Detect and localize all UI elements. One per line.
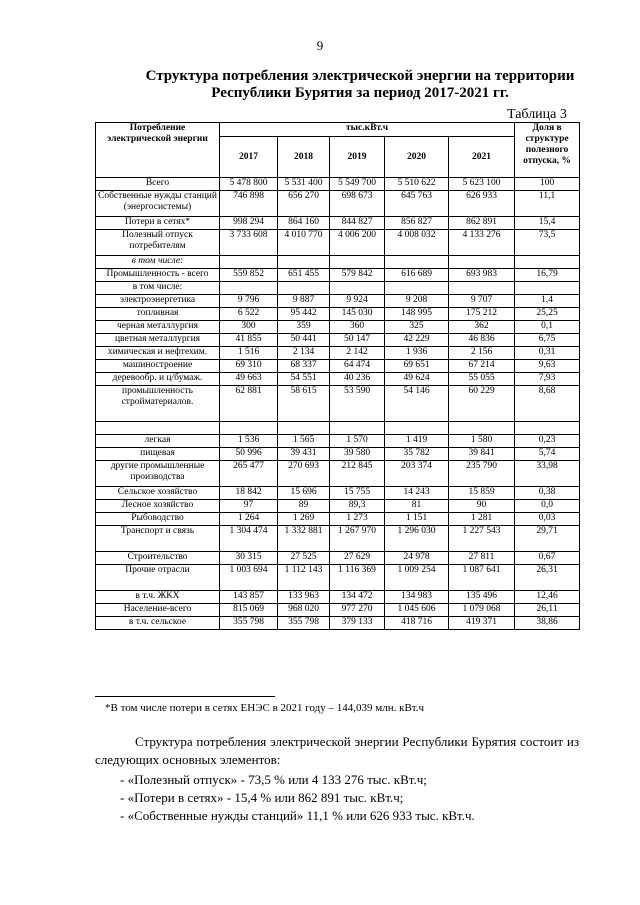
cell-share: 0,31	[515, 347, 580, 360]
table-row	[96, 487, 580, 500]
cell-share	[515, 282, 580, 295]
row-label: Транспорт и связь	[96, 526, 220, 552]
cell-value: 1 227 543	[449, 526, 515, 552]
list-item: - «Собственные нужды станций» 11,1 % или 626 933 тыс. кВт.ч.	[120, 808, 475, 823]
cell-value: 4 010 770	[278, 230, 330, 256]
cell-value: 49 624	[385, 373, 449, 386]
row-label: в т.ч. сельское	[96, 617, 220, 630]
cell-value: 97	[220, 500, 278, 513]
cell-value: 1 112 143	[278, 565, 330, 591]
cell-value: 616 689	[385, 269, 449, 282]
row-label: Собственные нужды станций (энергосистемы)	[96, 191, 220, 217]
cell-value	[278, 422, 330, 435]
cell-value: 1 087 641	[449, 565, 515, 591]
table-row	[96, 321, 580, 334]
cell-value: 1 565	[278, 435, 330, 448]
cell-value: 1 936	[385, 347, 449, 360]
cell-share: 33,98	[515, 461, 580, 487]
cell-value: 1 570	[330, 435, 385, 448]
cell-value: 5 623 100	[449, 178, 515, 191]
cell-value	[220, 422, 278, 435]
cell-value: 6 522	[220, 308, 278, 321]
document-title	[120, 68, 600, 102]
cell-value: 1 580	[449, 435, 515, 448]
cell-value: 69 651	[385, 360, 449, 373]
cell-share: 0,03	[515, 513, 580, 526]
page-number: 9	[316, 38, 324, 53]
cell-value: 1 116 369	[330, 565, 385, 591]
cell-value: 1 536	[220, 435, 278, 448]
cell-value: 30 315	[220, 552, 278, 565]
table-row	[96, 269, 580, 282]
cell-value: 5 531 400	[278, 178, 330, 191]
header-unit: тыс.кВт.ч	[220, 123, 515, 137]
row-label: машиностроение	[96, 360, 220, 373]
cell-value: 68 337	[278, 360, 330, 373]
cell-share: 26,11	[515, 604, 580, 617]
row-label: химическая и нефтехим.	[96, 347, 220, 360]
cell-value: 35 782	[385, 448, 449, 461]
cell-share: 12,46	[515, 591, 580, 604]
cell-value: 145 030	[330, 308, 385, 321]
cell-value: 5 549 700	[330, 178, 385, 191]
cell-value: 15 859	[449, 487, 515, 500]
cell-share: 0,38	[515, 487, 580, 500]
cell-value: 41 855	[220, 334, 278, 347]
cell-value: 64 474	[330, 360, 385, 373]
table-row	[96, 256, 580, 269]
cell-share: 0,1	[515, 321, 580, 334]
cell-value: 1 332 881	[278, 526, 330, 552]
cell-value: 645 763	[385, 191, 449, 217]
table-row	[96, 386, 580, 422]
header-share: Доля в структуре полезного отпуска, %	[515, 123, 580, 178]
cell-value: 698 673	[330, 191, 385, 217]
cell-share: 25,25	[515, 308, 580, 321]
row-label: Полезный отпуск потребителям	[96, 230, 220, 256]
cell-value	[278, 282, 330, 295]
cell-value: 203 374	[385, 461, 449, 487]
header-year: 2020	[385, 137, 449, 178]
cell-value: 1 003 694	[220, 565, 278, 591]
cell-value: 626 933	[449, 191, 515, 217]
cell-value: 39 580	[330, 448, 385, 461]
cell-value: 355 798	[220, 617, 278, 630]
cell-value: 135 496	[449, 591, 515, 604]
cell-value: 9 796	[220, 295, 278, 308]
cell-share: 8,68	[515, 386, 580, 422]
cell-value: 1 079 068	[449, 604, 515, 617]
cell-value: 2 134	[278, 347, 330, 360]
cell-value	[330, 256, 385, 269]
table-row	[96, 360, 580, 373]
cell-value: 60 229	[449, 386, 515, 422]
cell-share: 100	[515, 178, 580, 191]
cell-value	[220, 282, 278, 295]
cell-share: 6,75	[515, 334, 580, 347]
cell-value: 325	[385, 321, 449, 334]
cell-share: 11,1	[515, 191, 580, 217]
cell-value: 1 269	[278, 513, 330, 526]
cell-value: 133 963	[278, 591, 330, 604]
cell-value: 143 857	[220, 591, 278, 604]
cell-value: 1 281	[449, 513, 515, 526]
cell-value	[449, 282, 515, 295]
row-label: Потери в сетях*	[96, 217, 220, 230]
cell-value: 4 006 200	[330, 230, 385, 256]
cell-value: 53 590	[330, 386, 385, 422]
cell-value	[449, 422, 515, 435]
cell-value	[385, 282, 449, 295]
cell-value: 5 478 800	[220, 178, 278, 191]
cell-value: 54 551	[278, 373, 330, 386]
row-label: в т.ч. ЖКХ	[96, 591, 220, 604]
cell-share	[515, 256, 580, 269]
table-row	[96, 347, 580, 360]
header-year: 2017	[220, 137, 278, 178]
cell-value: 50 147	[330, 334, 385, 347]
cell-value: 815 069	[220, 604, 278, 617]
cell-value: 300	[220, 321, 278, 334]
row-label: Всего	[96, 178, 220, 191]
cell-value: 15 696	[278, 487, 330, 500]
cell-value: 89	[278, 500, 330, 513]
row-label: другие промышленные производства	[96, 461, 220, 487]
table-row	[96, 217, 580, 230]
cell-value: 746 898	[220, 191, 278, 217]
cell-value: 1 267 970	[330, 526, 385, 552]
cell-value: 693 983	[449, 269, 515, 282]
cell-value: 1 273	[330, 513, 385, 526]
summary-list	[120, 771, 475, 825]
cell-value: 4 133 276	[449, 230, 515, 256]
cell-value: 844 827	[330, 217, 385, 230]
cell-value: 379 133	[330, 617, 385, 630]
cell-value: 27 811	[449, 552, 515, 565]
cell-value: 39 431	[278, 448, 330, 461]
table-row	[96, 230, 580, 256]
cell-value	[385, 422, 449, 435]
cell-share: 9,63	[515, 360, 580, 373]
header-year: 2021	[449, 137, 515, 178]
table-row	[96, 604, 580, 617]
table-row	[96, 334, 580, 347]
cell-value: 856 827	[385, 217, 449, 230]
table-row	[96, 461, 580, 487]
cell-value: 69 310	[220, 360, 278, 373]
row-label	[96, 422, 220, 435]
table-row	[96, 500, 580, 513]
row-label: Рыбоводство	[96, 513, 220, 526]
cell-value: 1 151	[385, 513, 449, 526]
cell-value: 1 304 474	[220, 526, 278, 552]
cell-value: 134 983	[385, 591, 449, 604]
table-row	[96, 308, 580, 321]
cell-value: 977 270	[330, 604, 385, 617]
cell-value	[330, 422, 385, 435]
cell-share: 0,23	[515, 435, 580, 448]
cell-value: 212 845	[330, 461, 385, 487]
header-year: 2018	[278, 137, 330, 178]
row-label: деревообр. и ц/бумаж.	[96, 373, 220, 386]
cell-value: 419 371	[449, 617, 515, 630]
table-row	[96, 373, 580, 386]
cell-value: 49 663	[220, 373, 278, 386]
cell-value: 270 693	[278, 461, 330, 487]
table-row	[96, 513, 580, 526]
table-caption: Таблица 3	[507, 107, 567, 122]
cell-value: 9 208	[385, 295, 449, 308]
title-line-1: Структура потребления электрической энергии на территории	[145, 68, 575, 84]
cell-share: 0,0	[515, 500, 580, 513]
cell-value: 134 472	[330, 591, 385, 604]
list-item: - «Потери в сетях» - 15,4 % или 862 891 тыс. кВт.ч;	[120, 790, 404, 805]
cell-value: 90	[449, 500, 515, 513]
cell-value: 14 243	[385, 487, 449, 500]
cell-value: 9 707	[449, 295, 515, 308]
cell-value: 50 441	[278, 334, 330, 347]
table-row	[96, 295, 580, 308]
table-row	[96, 191, 580, 217]
cell-value: 651 455	[278, 269, 330, 282]
cell-value: 2 156	[449, 347, 515, 360]
cell-share	[515, 422, 580, 435]
table-row	[96, 552, 580, 565]
cell-value: 24 978	[385, 552, 449, 565]
row-label: черная металлургия	[96, 321, 220, 334]
cell-value: 864 160	[278, 217, 330, 230]
cell-value: 27 629	[330, 552, 385, 565]
table-row	[96, 282, 580, 295]
cell-value: 42 229	[385, 334, 449, 347]
row-label: в том числе:	[96, 282, 220, 295]
cell-value: 54 146	[385, 386, 449, 422]
cell-value: 55 055	[449, 373, 515, 386]
table-row	[96, 565, 580, 591]
cell-value: 9 887	[278, 295, 330, 308]
cell-value	[220, 256, 278, 269]
cell-value: 862 891	[449, 217, 515, 230]
table-row	[96, 448, 580, 461]
cell-value: 5 510 622	[385, 178, 449, 191]
cell-value: 9 924	[330, 295, 385, 308]
cell-share: 26,31	[515, 565, 580, 591]
cell-share: 38,86	[515, 617, 580, 630]
cell-value: 1 045 606	[385, 604, 449, 617]
cell-value: 15 755	[330, 487, 385, 500]
row-label: Промышленность - всего	[96, 269, 220, 282]
cell-value: 67 214	[449, 360, 515, 373]
table-row	[96, 526, 580, 552]
cell-value: 1 009 254	[385, 565, 449, 591]
cell-value: 360	[330, 321, 385, 334]
header-consumption: Потребление электрической энергии	[96, 123, 220, 178]
table-row	[96, 435, 580, 448]
summary-paragraph: Структура потребления электрической энергии Республики Бурятия состоит из следующих основных элементов:	[95, 734, 579, 767]
cell-value	[278, 256, 330, 269]
row-label: Население-всего	[96, 604, 220, 617]
row-label: Лесное хозяйство	[96, 500, 220, 513]
table-row	[96, 617, 580, 630]
cell-value: 58 615	[278, 386, 330, 422]
row-label: электроэнергетика	[96, 295, 220, 308]
footnote-divider	[95, 696, 275, 697]
table-row	[96, 422, 580, 435]
footnote: *В том числе потери в сетях ЕНЭС в 2021 году – 144,039 млн. кВт.ч	[105, 702, 425, 714]
cell-value: 1 516	[220, 347, 278, 360]
row-label: пищевая	[96, 448, 220, 461]
cell-share: 0,67	[515, 552, 580, 565]
cell-value: 359	[278, 321, 330, 334]
cell-value: 265 477	[220, 461, 278, 487]
row-label: легкая	[96, 435, 220, 448]
cell-value: 46 836	[449, 334, 515, 347]
list-item: - «Полезный отпуск» - 73,5 % или 4 133 276 тыс. кВт.ч;	[120, 772, 427, 787]
cell-share: 16,79	[515, 269, 580, 282]
title-line-2: Республики Бурятия за период 2017-2021 гг.	[211, 85, 509, 101]
row-label: Сельское хозяйство	[96, 487, 220, 500]
row-label: Прочие отрасли	[96, 565, 220, 591]
row-label: промышленность стройматериалов.	[96, 386, 220, 422]
cell-value: 656 270	[278, 191, 330, 217]
row-label: в том числе:	[96, 256, 220, 269]
cell-value: 559 852	[220, 269, 278, 282]
cell-value: 418 716	[385, 617, 449, 630]
cell-value: 1 419	[385, 435, 449, 448]
cell-share: 73,5	[515, 230, 580, 256]
cell-value: 62 881	[220, 386, 278, 422]
cell-value: 1 264	[220, 513, 278, 526]
cell-value	[330, 282, 385, 295]
row-label: Строительство	[96, 552, 220, 565]
cell-value: 355 798	[278, 617, 330, 630]
row-label: топливная	[96, 308, 220, 321]
cell-value	[385, 256, 449, 269]
cell-value: 1 296 030	[385, 526, 449, 552]
cell-share: 5,74	[515, 448, 580, 461]
table-row	[96, 178, 580, 191]
cell-value: 175 212	[449, 308, 515, 321]
cell-value: 2 142	[330, 347, 385, 360]
cell-value: 81	[385, 500, 449, 513]
cell-value: 18 842	[220, 487, 278, 500]
consumption-table	[95, 122, 580, 630]
cell-share: 1,4	[515, 295, 580, 308]
cell-value: 4 008 032	[385, 230, 449, 256]
cell-value: 362	[449, 321, 515, 334]
cell-value: 95 442	[278, 308, 330, 321]
cell-value: 27 525	[278, 552, 330, 565]
cell-share: 15,4	[515, 217, 580, 230]
cell-share: 7,93	[515, 373, 580, 386]
cell-value: 998 294	[220, 217, 278, 230]
header-year: 2019	[330, 137, 385, 178]
cell-value: 89,3	[330, 500, 385, 513]
cell-value: 968 020	[278, 604, 330, 617]
cell-value	[449, 256, 515, 269]
cell-value: 40 236	[330, 373, 385, 386]
cell-value: 148 995	[385, 308, 449, 321]
cell-value: 3 733 608	[220, 230, 278, 256]
cell-value: 579 842	[330, 269, 385, 282]
cell-value: 235 790	[449, 461, 515, 487]
cell-share: 29,71	[515, 526, 580, 552]
row-label: цветная металлургия	[96, 334, 220, 347]
cell-value: 39 841	[449, 448, 515, 461]
table-row	[96, 591, 580, 604]
cell-value: 50 996	[220, 448, 278, 461]
